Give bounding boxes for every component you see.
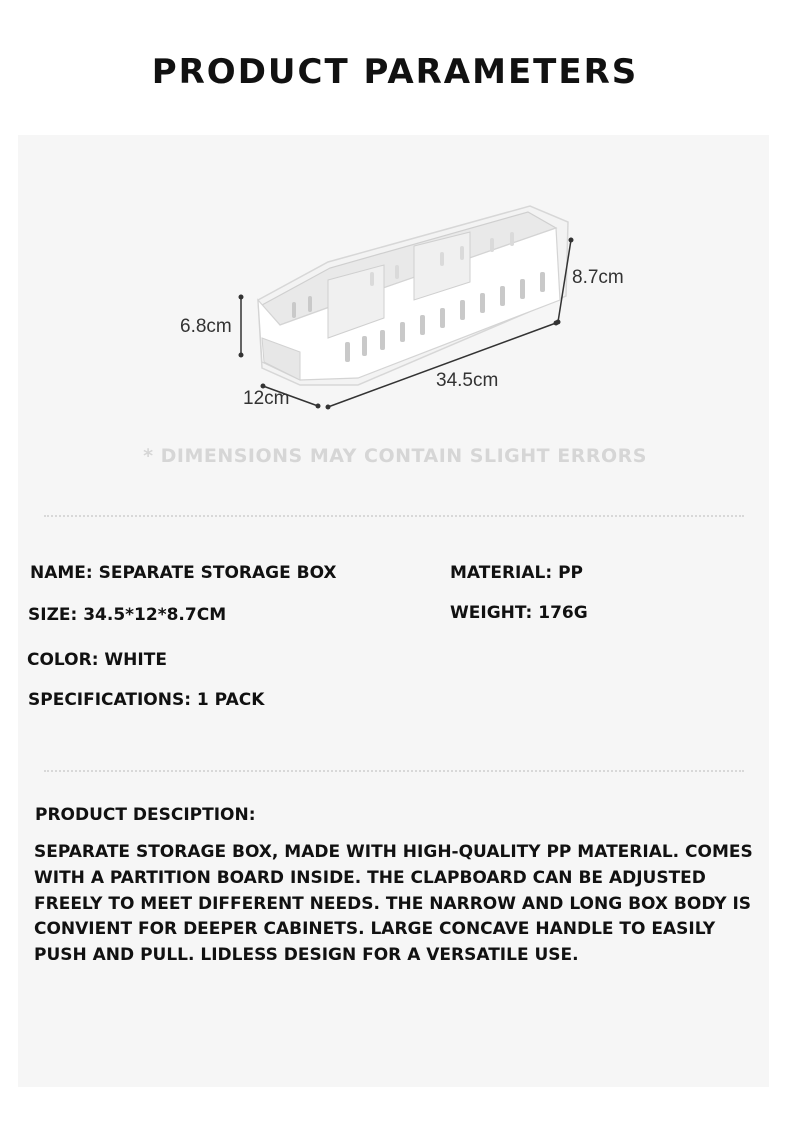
spec-material: MATERIAL: PP: [450, 563, 584, 583]
spec-name: NAME: SEPARATE STORAGE BOX: [30, 563, 337, 583]
dimension-width-label: 12cm: [243, 388, 290, 409]
spec-size: SIZE: 34.5*12*8.7CM: [28, 605, 227, 625]
dimensions-disclaimer: * DIMENSIONS MAY CONTAIN SLIGHT ERRORS: [143, 445, 647, 467]
spec-color: COLOR: WHITE: [27, 650, 167, 670]
storage-box-illustration: [0, 0, 790, 430]
divider-bottom: [44, 770, 744, 772]
dimension-length-label: 34.5cm: [436, 370, 499, 391]
description-heading: PRODUCT DESCIPTION:: [35, 805, 256, 825]
divider-top: [44, 515, 744, 517]
dimension-height-low-label: 6.8cm: [180, 316, 232, 337]
storage-box-image: [258, 206, 568, 385]
spec-specifications: SPECIFICATIONS: 1 PACK: [28, 690, 265, 710]
description-body: SEPARATE STORAGE BOX, MADE WITH HIGH-QUALITY PP MATERIAL. COMES WITH A PARTITION BOARD INSIDE. THE CLAPBOARD CAN BE ADJUSTED FREELY TO MEET DIFFERENT NEEDS. THE NARROW AND LONG BOX BODY IS CONVIENT FOR DEEPER CABINETS. LARGE CONCAVE HANDLE TO EASILY PUSH AND PULL. LIDLESS DESIGN FOR A VERSATILE USE.: [34, 842, 753, 966]
page-title: PRODUCT PARAMETERS: [151, 52, 639, 92]
spec-weight: WEIGHT: 176G: [450, 603, 588, 623]
dimension-height-high-label: 8.7cm: [572, 267, 624, 288]
